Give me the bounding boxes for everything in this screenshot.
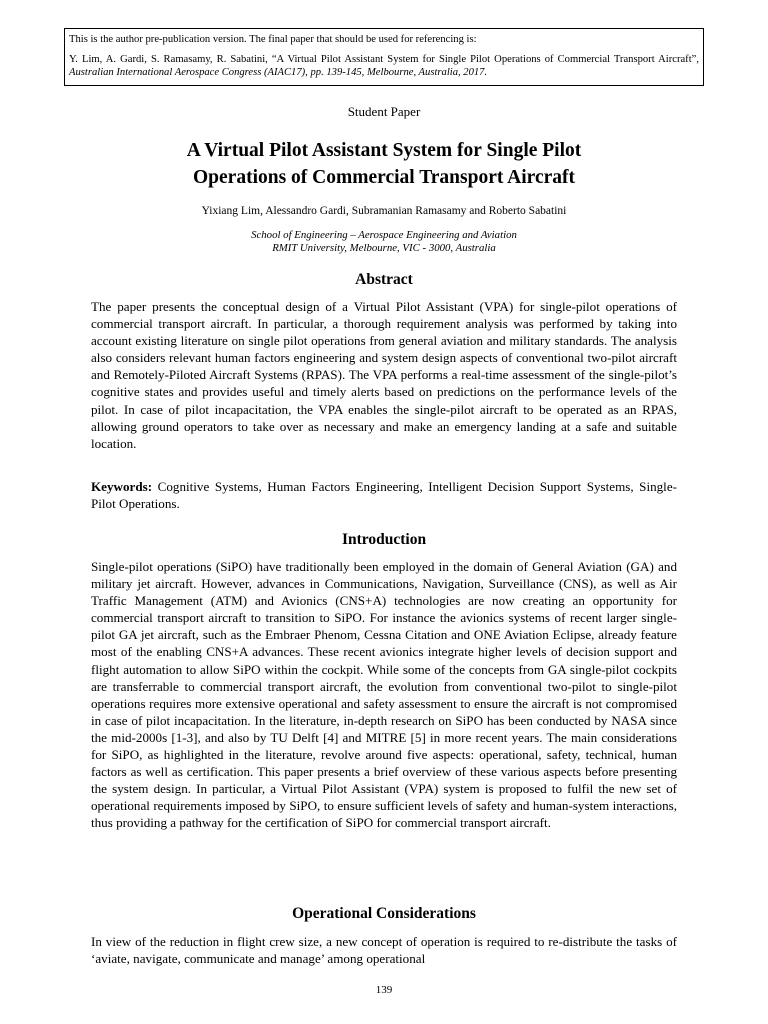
publication-notice-box <box>64 28 704 86</box>
keywords-label: Keywords: <box>91 479 153 494</box>
title-line-1: A Virtual Pilot Assistant System for Single Pilot <box>186 140 582 161</box>
paper-type: Student Paper <box>347 104 421 119</box>
affiliation-line-1: School of Engineering – Aerospace Engineering and Aviation <box>251 229 517 241</box>
citation-text: Y. Lim, A. Gardi, S. Ramasamy, R. Sabatini, “A Virtual Pilot Assistant System for Single Pilot Operations of Commercial Transport Aircraft”, <box>69 53 699 65</box>
keywords-text: Cognitive Systems, Human Factors Engineering, Intelligent Decision Support Systems, Single-Pilot Operations. <box>91 479 677 512</box>
abstract-heading: Abstract <box>355 271 413 288</box>
operational-body: In view of the reduction in flight crew size, a new concept of operation is required to re-distribute the tasks of ‘aviate, navigate, communicate and manage’ among operational <box>91 934 677 967</box>
operational-heading: Operational Considerations <box>292 905 476 922</box>
title-line-2: Operations of Commercial Transport Aircraft <box>193 167 575 188</box>
affiliation <box>0 229 768 255</box>
keywords <box>91 478 677 512</box>
citation-venue: Australian International Aerospace Congress (AIAC17), pp. 139-145, Melbourne, Australia, 2017. <box>69 67 488 78</box>
page-number: 139 <box>375 984 393 996</box>
notice-line: This is the author pre-publication version. The final paper that should be used for referencing is: <box>69 34 477 45</box>
citation <box>69 53 699 80</box>
introduction-body: Single-pilot operations (SiPO) have traditionally been employed in the domain of General Aviation (GA) and military jet aircraft. However, advances in Communications, Navigation, Surveillance (CNS), as well as Air Traffic Management (ATM) and Avionics (CNS+A) technologies are now creating an opportunity for commercial transport aircraft to transition to SiPO. For instance the avionics systems of recent larger single-pilot GA jet aircraft, such as the Embraer Phenom, Cessna Citation and ONE Aviation Eclipse, already feature most of the enabling CNS+A advances. These recent avionics integrate higher levels of decision support and flight automation to allow SiPO within the cockpit. While some of the concepts from GA single-pilot cockpits are transferrable to commercial transport aircraft, the evolution from conventional two-pilot to single-pilot operations requires more extensive operational and safety assessment to ensure the aircraft is not compromised in case of pilot incapacitation. In the literature, in-depth research on SiPO has been conducted by NASA since the mid-2000s [1-3], and also by TU Delft [4] and MITRE [5] in more recent years. The main considerations for SiPO, as highlighted in the literature, revolve around five aspects: operational, safety, technical, human factors as well as certification. This paper presents a brief overview of these various aspects before presenting the system design. In particular, a Virtual Pilot Assistant (VPA) system is proposed to fulfil the new set of operational requirements imposed by SiPO, to ensure sufficient levels of safety and human-system interactions, thus providing a pathway for the certification of SiPO for commercial transport aircraft. <box>91 559 677 831</box>
affiliation-line-2: RMIT University, Melbourne, VIC - 3000, Australia <box>272 242 496 254</box>
authors: Yixiang Lim, Alessandro Gardi, Subramanian Ramasamy and Roberto Sabatini <box>201 205 567 217</box>
abstract-body: The paper presents the conceptual design of a Virtual Pilot Assistant (VPA) for single-pilot operations of commercial transport aircraft. In particular, a thorough requirement analysis was performed by taking into account existing literature on single pilot operations from general aviation and military standards. The analysis also considers relevant human factors engineering and system design aspects of conventional two-pilot aircraft and Remotely-Piloted Aircraft Systems (RPAS). The VPA performs a real-time assessment of the single-pilot’s cognitive states and provides useful and timely alerts based on predictions on the performance levels of the pilot. In case of pilot incapacitation, the VPA enables the single-pilot aircraft to be operated as an RPAS, allowing ground operators to take over as necessary and make an emergency landing at a safe and suitable location. <box>91 299 677 451</box>
introduction-heading: Introduction <box>341 531 427 548</box>
paper-title <box>0 137 768 191</box>
